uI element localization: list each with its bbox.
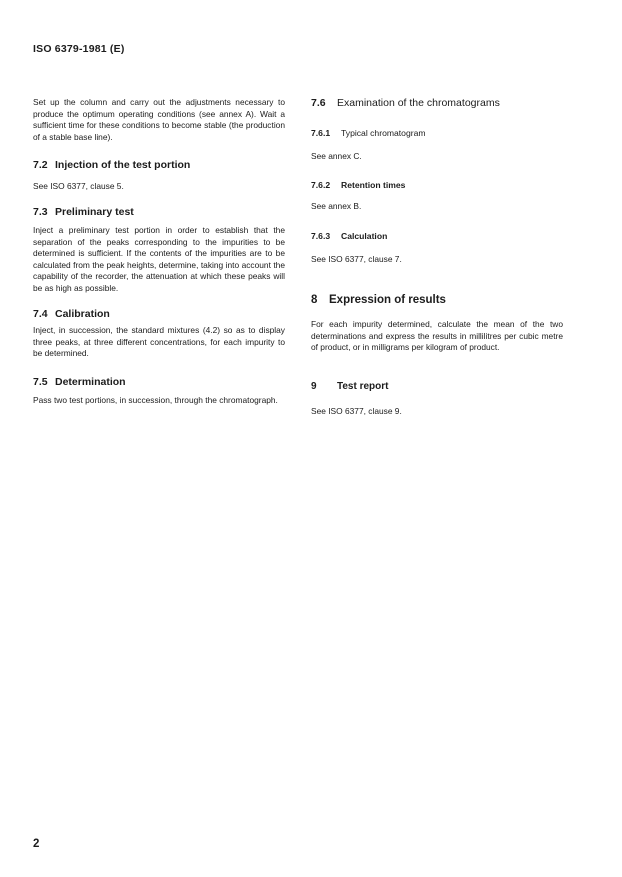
heading-7-3-number: 7.3: [33, 206, 48, 218]
heading-7-6-3: [311, 231, 387, 241]
paragraph-7-2: See ISO 6377, clause 5.: [33, 181, 124, 191]
heading-7-4: [33, 308, 110, 320]
paragraph-9: See ISO 6377, clause 9.: [311, 406, 402, 416]
heading-7-6-3-number: 7.6.3: [311, 231, 331, 241]
heading-7-6-1-title: Typical chromatogram: [341, 128, 426, 138]
intro-paragraph: Set up the column and carry out the adjustments necessary to produce the optimum operating conditions (see annex A). Wait a sufficient time for these conditions to become stable (the production of a stable base line).: [33, 97, 285, 142]
paragraph-7-6-1: See annex C.: [311, 151, 362, 161]
heading-7-6-3-title: Calculation: [341, 231, 388, 241]
heading-7-3: [33, 206, 134, 218]
heading-9: [311, 381, 389, 392]
heading-7-6-2: [311, 180, 405, 190]
heading-9-number: 9: [311, 381, 317, 392]
page-number: 2: [33, 838, 40, 850]
paragraph-7-5: Pass two test portions, in succession, through the chromatograph.: [33, 395, 278, 405]
heading-8-number: 8: [311, 294, 318, 306]
heading-7-5-title: Determination: [55, 376, 126, 388]
heading-7-6-1: [311, 128, 426, 138]
heading-8: [311, 294, 446, 306]
paragraph-7-6-3: See ISO 6377, clause 7.: [311, 254, 402, 264]
heading-7-5: [33, 376, 126, 388]
heading-7-5-number: 7.5: [33, 376, 48, 388]
heading-8-title: Expression of results: [329, 294, 446, 306]
heading-7-2-number: 7.2: [33, 159, 48, 171]
heading-7-6-1-number: 7.6.1: [311, 128, 331, 138]
heading-7-6-2-title: Retention times: [341, 180, 406, 190]
heading-7-6: [311, 97, 500, 109]
heading-7-4-title: Calibration: [55, 308, 110, 320]
document-header: ISO 6379-1981 (E): [33, 43, 125, 55]
heading-7-2-title: Injection of the test portion: [55, 159, 191, 171]
paragraph-7-6-2: See annex B.: [311, 201, 362, 211]
paragraph-8: For each impurity determined, calculate the mean of the two determinations and express the results in millilitres per cubic metre of product, or in milligrams per kilogram of product.: [311, 319, 563, 353]
heading-7-6-title: Examination of the chromatograms: [337, 97, 500, 109]
heading-7-6-2-number: 7.6.2: [311, 180, 331, 190]
heading-7-3-title: Preliminary test: [55, 206, 134, 218]
heading-7-4-number: 7.4: [33, 308, 48, 320]
heading-7-2: [33, 159, 190, 171]
heading-7-6-number: 7.6: [311, 97, 326, 109]
heading-9-title: Test report: [337, 381, 389, 392]
paragraph-7-3: Inject a preliminary test portion in order to establish that the separation of the peaks corresponding to the impurities to be determined is sufficient. If the contents of the impurities are to be calculated from the peak heights, determine, taking into account the capability of the recorder, the attenuation at which these peaks will be as high as possible.: [33, 225, 285, 293]
paragraph-7-4: Inject, in succession, the standard mixtures (4.2) so as to display three peaks, at three different concentrations, for each impurity to be determined.: [33, 325, 285, 359]
